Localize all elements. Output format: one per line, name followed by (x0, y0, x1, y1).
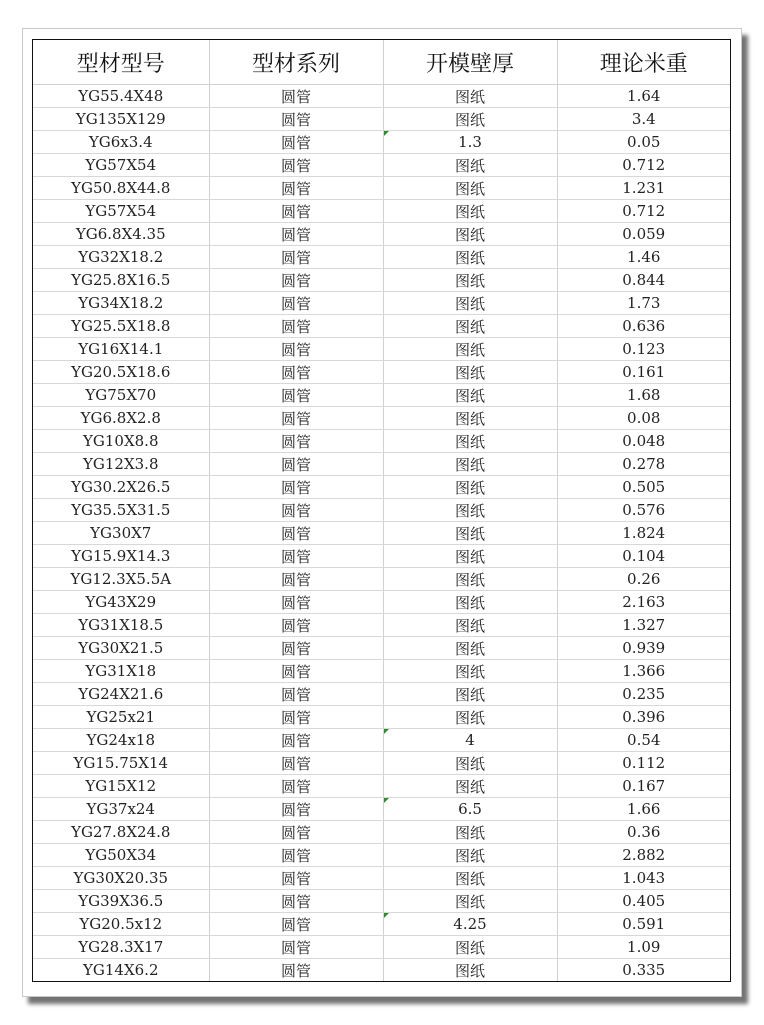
cell-wall-thickness[interactable]: 4 (383, 729, 557, 752)
table-row (33, 752, 730, 775)
cell-model[interactable]: YG31X18.5 (33, 614, 209, 637)
cell-theoretical-weight[interactable]: 0.26 (557, 568, 730, 591)
cell-model[interactable]: YG25x21 (33, 706, 209, 729)
table-row (33, 453, 730, 476)
cell-series[interactable]: 圆管 (209, 499, 383, 522)
cell-wall-thickness[interactable]: 图纸 (383, 246, 557, 269)
cell-model[interactable]: YG6x3.4 (33, 131, 209, 154)
table-row (33, 200, 730, 223)
cell-series[interactable]: 圆管 (209, 384, 383, 407)
cell-theoretical-weight[interactable]: 0.08 (557, 407, 730, 430)
cell-theoretical-weight[interactable]: 1.824 (557, 522, 730, 545)
header-series[interactable]: 型材系列 (209, 40, 383, 85)
cell-wall-thickness[interactable]: 图纸 (383, 108, 557, 131)
cell-wall-thickness[interactable]: 图纸 (383, 453, 557, 476)
cell-theoretical-weight[interactable]: 1.09 (557, 936, 730, 959)
cell-model[interactable]: YG15.9X14.3 (33, 545, 209, 568)
table-row (33, 223, 730, 246)
cell-wall-thickness[interactable]: 图纸 (383, 545, 557, 568)
table-row (33, 890, 730, 913)
cell-wall-thickness[interactable]: 图纸 (383, 269, 557, 292)
cell-model[interactable]: YG57X54 (33, 200, 209, 223)
cell-series[interactable]: 圆管 (209, 315, 383, 338)
cell-series[interactable]: 圆管 (209, 729, 383, 752)
table-row (33, 476, 730, 499)
cell-model[interactable]: YG15.75X14 (33, 752, 209, 775)
cell-model[interactable]: YG15X12 (33, 775, 209, 798)
cell-theoretical-weight[interactable]: 0.712 (557, 200, 730, 223)
cell-wall-thickness[interactable]: 图纸 (383, 683, 557, 706)
cell-wall-thickness[interactable]: 图纸 (383, 660, 557, 683)
cell-model[interactable]: YG28.3X17 (33, 936, 209, 959)
cell-wall-thickness[interactable]: 6.5 (383, 798, 557, 821)
cell-series[interactable]: 圆管 (209, 361, 383, 384)
cell-series[interactable]: 圆管 (209, 614, 383, 637)
cell-wall-thickness[interactable]: 图纸 (383, 775, 557, 798)
number-stored-as-text-indicator (384, 729, 389, 734)
cell-wall-thickness[interactable]: 图纸 (383, 315, 557, 338)
cell-theoretical-weight[interactable]: 0.123 (557, 338, 730, 361)
cell-wall-thickness[interactable]: 图纸 (383, 154, 557, 177)
cell-model[interactable]: YG55.4X48 (33, 85, 209, 108)
cell-wall-thickness[interactable]: 图纸 (383, 430, 557, 453)
cell-wall-thickness[interactable]: 图纸 (383, 338, 557, 361)
cell-model[interactable]: YG30X20.35 (33, 867, 209, 890)
cell-theoretical-weight[interactable]: 0.712 (557, 154, 730, 177)
cell-series[interactable]: 圆管 (209, 706, 383, 729)
number-stored-as-text-indicator (384, 913, 389, 918)
table-row (33, 338, 730, 361)
cell-series[interactable]: 圆管 (209, 269, 383, 292)
cell-series[interactable]: 圆管 (209, 545, 383, 568)
header-wall-thickness[interactable]: 开模壁厚 (383, 40, 557, 85)
cell-wall-thickness[interactable]: 图纸 (383, 384, 557, 407)
cell-theoretical-weight[interactable]: 0.939 (557, 637, 730, 660)
cell-model[interactable]: YG50.8X44.8 (33, 177, 209, 200)
cell-wall-thickness[interactable]: 图纸 (383, 568, 557, 591)
cell-model[interactable]: YG12.3X5.5A (33, 568, 209, 591)
cell-wall-thickness[interactable]: 图纸 (383, 844, 557, 867)
cell-theoretical-weight[interactable]: 1.46 (557, 246, 730, 269)
table-row (33, 568, 730, 591)
cell-series[interactable]: 圆管 (209, 108, 383, 131)
cell-wall-thickness[interactable]: 图纸 (383, 223, 557, 246)
cell-theoretical-weight[interactable]: 0.05 (557, 131, 730, 154)
cell-theoretical-weight[interactable]: 2.163 (557, 591, 730, 614)
table-row (33, 384, 730, 407)
cell-theoretical-weight[interactable]: 0.235 (557, 683, 730, 706)
cell-theoretical-weight[interactable]: 0.112 (557, 752, 730, 775)
cell-model[interactable]: YG43X29 (33, 591, 209, 614)
cell-wall-thickness[interactable]: 图纸 (383, 476, 557, 499)
cell-series[interactable]: 圆管 (209, 959, 383, 982)
table-row (33, 913, 730, 936)
cell-model[interactable]: YG34X18.2 (33, 292, 209, 315)
table-row (33, 683, 730, 706)
cell-series[interactable]: 圆管 (209, 660, 383, 683)
header-model[interactable]: 型材型号 (33, 40, 209, 85)
table-row (33, 315, 730, 338)
table-body (33, 85, 730, 982)
cell-series[interactable]: 圆管 (209, 683, 383, 706)
cell-wall-thickness[interactable]: 图纸 (383, 177, 557, 200)
spreadsheet-page (22, 28, 742, 997)
cell-wall-thickness[interactable]: 图纸 (383, 614, 557, 637)
header-row (33, 40, 730, 85)
cell-wall-thickness[interactable]: 图纸 (383, 407, 557, 430)
cell-series[interactable]: 圆管 (209, 292, 383, 315)
cell-wall-thickness[interactable]: 图纸 (383, 361, 557, 384)
cell-model[interactable]: YG14X6.2 (33, 959, 209, 982)
cell-theoretical-weight[interactable]: 0.591 (557, 913, 730, 936)
table-row (33, 637, 730, 660)
cell-theoretical-weight[interactable]: 0.278 (557, 453, 730, 476)
table-row (33, 108, 730, 131)
header-theoretical-weight[interactable]: 理论米重 (557, 40, 730, 85)
cell-theoretical-weight[interactable]: 0.048 (557, 430, 730, 453)
cell-theoretical-weight[interactable]: 0.396 (557, 706, 730, 729)
table-row (33, 177, 730, 200)
cell-series[interactable]: 圆管 (209, 453, 383, 476)
cell-theoretical-weight[interactable]: 1.64 (557, 85, 730, 108)
cell-theoretical-weight[interactable]: 0.844 (557, 269, 730, 292)
cell-wall-thickness[interactable]: 1.3 (383, 131, 557, 154)
cell-series[interactable]: 圆管 (209, 338, 383, 361)
cell-theoretical-weight[interactable]: 0.36 (557, 821, 730, 844)
cell-wall-thickness[interactable]: 图纸 (383, 890, 557, 913)
cell-series[interactable]: 圆管 (209, 131, 383, 154)
cell-series[interactable]: 圆管 (209, 568, 383, 591)
cell-theoretical-weight[interactable]: 1.231 (557, 177, 730, 200)
cell-model[interactable]: YG20.5X18.6 (33, 361, 209, 384)
number-stored-as-text-indicator (384, 798, 389, 803)
cell-theoretical-weight[interactable]: 1.68 (557, 384, 730, 407)
table-row (33, 614, 730, 637)
table-row (33, 407, 730, 430)
cell-wall-thickness[interactable]: 图纸 (383, 867, 557, 890)
cell-wall-thickness[interactable]: 图纸 (383, 959, 557, 982)
table-row (33, 361, 730, 384)
table-row (33, 844, 730, 867)
cell-model[interactable]: YG32X18.2 (33, 246, 209, 269)
cell-series[interactable]: 圆管 (209, 844, 383, 867)
cell-theoretical-weight[interactable]: 1.66 (557, 798, 730, 821)
cell-wall-thickness[interactable]: 图纸 (383, 522, 557, 545)
cell-wall-thickness[interactable]: 图纸 (383, 706, 557, 729)
cell-model[interactable]: YG24X21.6 (33, 683, 209, 706)
cell-series[interactable]: 圆管 (209, 223, 383, 246)
number-stored-as-text-indicator (384, 131, 389, 136)
cell-wall-thickness[interactable]: 图纸 (383, 752, 557, 775)
cell-theoretical-weight[interactable]: 1.327 (557, 614, 730, 637)
cell-model[interactable]: YG25.5X18.8 (33, 315, 209, 338)
cell-model[interactable]: YG50X34 (33, 844, 209, 867)
cell-theoretical-weight[interactable]: 0.636 (557, 315, 730, 338)
cell-series[interactable]: 圆管 (209, 867, 383, 890)
cell-theoretical-weight[interactable]: 1.043 (557, 867, 730, 890)
cell-series[interactable]: 圆管 (209, 798, 383, 821)
cell-series[interactable]: 圆管 (209, 752, 383, 775)
cell-series[interactable]: 圆管 (209, 407, 383, 430)
cell-theoretical-weight[interactable]: 0.505 (557, 476, 730, 499)
cell-model[interactable]: YG35.5X31.5 (33, 499, 209, 522)
table-row (33, 85, 730, 108)
cell-model[interactable]: YG39X36.5 (33, 890, 209, 913)
cell-series[interactable]: 圆管 (209, 775, 383, 798)
cell-model[interactable]: YG30.2X26.5 (33, 476, 209, 499)
cell-theoretical-weight[interactable]: 0.167 (557, 775, 730, 798)
cell-series[interactable]: 圆管 (209, 85, 383, 108)
cell-model[interactable]: YG10X8.8 (33, 430, 209, 453)
cell-theoretical-weight[interactable]: 1.366 (557, 660, 730, 683)
cell-model[interactable]: YG16X14.1 (33, 338, 209, 361)
cell-model[interactable]: YG135X129 (33, 108, 209, 131)
profile-table-wrapper (32, 39, 731, 982)
cell-theoretical-weight[interactable]: 0.335 (622, 961, 666, 979)
table-row (33, 292, 730, 315)
cell-model[interactable]: YG31X18 (33, 660, 209, 683)
cell-theoretical-weight[interactable]: 0.405 (557, 890, 730, 913)
cell-model[interactable]: YG6.8X2.8 (33, 407, 209, 430)
cell-model[interactable]: YG37x24 (33, 798, 209, 821)
table-row (33, 959, 730, 982)
cell-model[interactable]: YG12X3.8 (33, 453, 209, 476)
cell-series[interactable]: 圆管 (209, 476, 383, 499)
cell-theoretical-weight[interactable]: 0.059 (557, 223, 730, 246)
cell-model[interactable]: YG24x18 (33, 729, 209, 752)
cell-series[interactable]: 圆管 (209, 637, 383, 660)
cell-wall-thickness[interactable]: 图纸 (383, 936, 557, 959)
cell-wall-thickness[interactable]: 图纸 (383, 200, 557, 223)
cell-wall-thickness[interactable]: 4.25 (383, 913, 557, 936)
cell-wall-thickness[interactable]: 图纸 (383, 292, 557, 315)
table-row (33, 729, 730, 752)
cell-series[interactable]: 圆管 (209, 522, 383, 545)
cell-series[interactable]: 圆管 (209, 890, 383, 913)
cell-theoretical-weight[interactable]: 3.4 (557, 108, 730, 131)
cell-model[interactable]: YG75X70 (33, 384, 209, 407)
table-row (33, 154, 730, 177)
cell-series[interactable]: 圆管 (209, 177, 383, 200)
cell-model[interactable]: YG27.8X24.8 (33, 821, 209, 844)
table-row (33, 246, 730, 269)
table-row (33, 936, 730, 959)
cell-wall-thickness[interactable]: 图纸 (383, 591, 557, 614)
cell-model[interactable]: YG30X21.5 (33, 637, 209, 660)
table-row (33, 545, 730, 568)
table-row (33, 798, 730, 821)
cell-series[interactable]: 圆管 (209, 154, 383, 177)
cell-wall-thickness[interactable]: 图纸 (383, 821, 557, 844)
table-row (33, 131, 730, 154)
table-row (33, 821, 730, 844)
table-row (33, 269, 730, 292)
cell-theoretical-weight[interactable]: 0.161 (557, 361, 730, 384)
cell-theoretical-weight[interactable]: 1.73 (557, 292, 730, 315)
table-row (33, 499, 730, 522)
cell-theoretical-weight[interactable]: 2.882 (557, 844, 730, 867)
cell-theoretical-weight[interactable]: 0.576 (557, 499, 730, 522)
table-row (33, 867, 730, 890)
cell-model[interactable]: YG30X7 (33, 522, 209, 545)
cell-series[interactable]: 圆管 (209, 821, 383, 844)
cell-wall-thickness[interactable]: 图纸 (383, 637, 557, 660)
cell-series[interactable]: 圆管 (209, 200, 383, 223)
cell-series[interactable]: 圆管 (209, 591, 383, 614)
table-row (33, 660, 730, 683)
cell-model[interactable]: YG20.5x12 (33, 913, 209, 936)
cell-series[interactable]: 圆管 (209, 936, 383, 959)
cell-series[interactable]: 圆管 (209, 246, 383, 269)
profile-weight-table (33, 40, 730, 981)
cell-model[interactable]: YG6.8X4.35 (33, 223, 209, 246)
table-row (33, 430, 730, 453)
cell-wall-thickness[interactable]: 图纸 (383, 85, 557, 108)
table-row (33, 591, 730, 614)
cell-wall-thickness[interactable]: 图纸 (383, 499, 557, 522)
table-row (33, 775, 730, 798)
cell-theoretical-weight[interactable]: 0.104 (557, 545, 730, 568)
table-row (33, 522, 730, 545)
table-row (33, 706, 730, 729)
cell-series[interactable]: 圆管 (209, 430, 383, 453)
cell-model[interactable]: YG57X54 (33, 154, 209, 177)
cell-series[interactable]: 圆管 (209, 913, 383, 936)
cell-model[interactable]: YG25.8X16.5 (33, 269, 209, 292)
cell-theoretical-weight[interactable]: 0.54 (557, 729, 730, 752)
